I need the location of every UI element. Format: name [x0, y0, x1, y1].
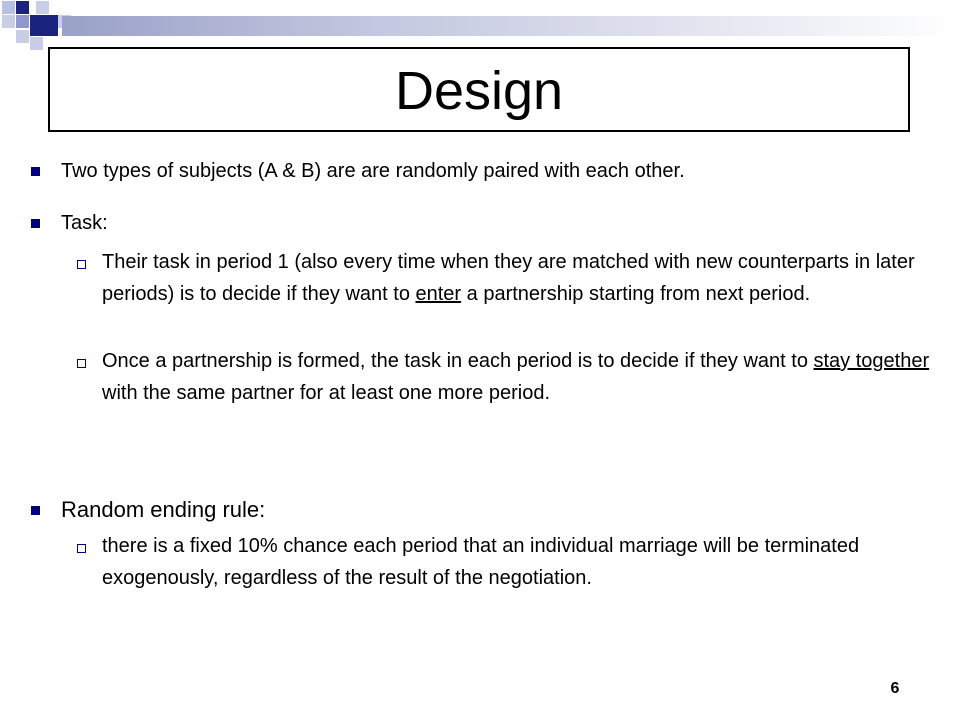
deco-square	[16, 30, 29, 43]
sub-bullet-text-stay	[102, 345, 932, 409]
deco-square	[2, 15, 15, 28]
title-box	[48, 47, 910, 132]
sub-bullet-text-termination: there is a fixed 10% chance each period that an individual marriage will be terminated exogenously, regardless of the result of the negotiation.	[102, 535, 860, 589]
sub-bullet-hollow-square-icon	[77, 544, 86, 553]
deco-square	[16, 15, 29, 28]
deco-square	[16, 1, 29, 14]
underlined-enter: enter	[415, 283, 462, 305]
underlined-stay-together: stay together	[813, 350, 930, 372]
deco-square	[30, 15, 58, 36]
bullet-text-task: Task:	[61, 212, 108, 234]
sub-bullet-text-enter-pre: Their task in period 1 (also every time when they are matched with new counterparts in later periods) is to decide if they want to	[102, 251, 915, 305]
sub-bullet-text-enter-post: a partnership starting from next period.	[461, 283, 811, 305]
sub-bullet-text-stay-pre: Once a partnership is formed, the task in each period is to decide if they want to	[102, 350, 814, 372]
bullet-text-subjects: Two types of subjects (A & B) are are randomly paired with each other.	[61, 160, 685, 182]
bullet-square-icon	[31, 219, 40, 228]
page-number: 6	[890, 680, 900, 697]
bullet-square-icon	[31, 506, 40, 515]
bullet-text-random-ending: Random ending rule:	[61, 497, 266, 522]
deco-square	[36, 1, 49, 14]
sub-bullet-text-enter	[102, 246, 932, 310]
sub-bullet-hollow-square-icon	[77, 260, 86, 269]
deco-square	[2, 1, 15, 14]
bullet-square-icon	[31, 167, 40, 176]
slide-title: Design	[394, 60, 564, 121]
deco-square	[30, 37, 43, 50]
header-gradient-band	[62, 16, 960, 36]
sub-bullet-text-stay-post: with the same partner for at least one more period.	[102, 382, 551, 404]
sub-bullet-hollow-square-icon	[77, 359, 86, 368]
